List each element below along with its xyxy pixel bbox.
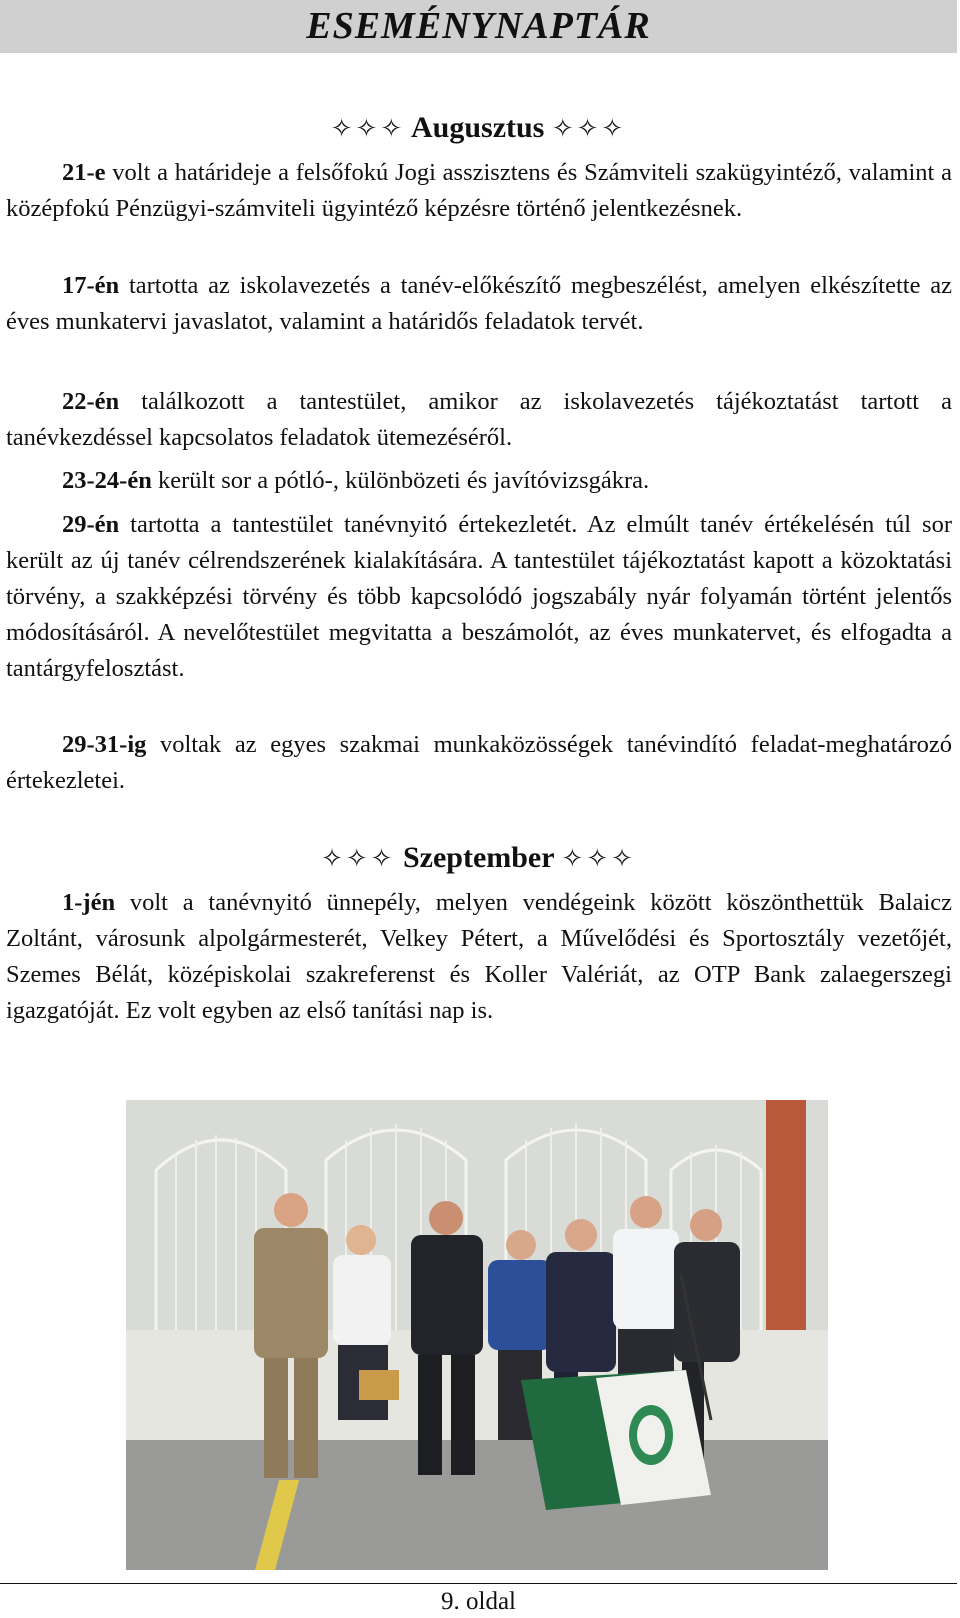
event-text: találkozott a tantestület, amikor az iskolavezetés tájékoztatást tartott a tanévkezdéssel kapcsolatos feladatok ütemezéséről. — [6, 388, 952, 451]
paragraph-aug-29-31 — [6, 727, 952, 799]
paragraph-aug-17 — [6, 268, 952, 340]
page-title: ESEMÉNYNAPTÁR — [306, 5, 651, 47]
paragraph-aug-21 — [6, 155, 952, 227]
diamond-ornament-icon: ✧✧✧ — [321, 844, 396, 873]
paragraph-aug-22 — [6, 384, 952, 456]
paragraph-aug-29 — [6, 507, 952, 687]
diamond-ornament-icon: ✧✧✧ — [330, 114, 406, 143]
event-date: 1-jén — [62, 889, 116, 916]
event-date: 29-én — [62, 511, 120, 538]
event-text: voltak az egyes szakmai munkaközösségek tanévindító feladat-meghatározó értekezletei. — [6, 731, 952, 794]
event-date: 29-31-ig — [62, 731, 147, 758]
event-text: tartotta a tantestület tanévnyitó értekezletét. Az elmúlt tanév értékelésén túl sor került az új tanév célrendszerének kialakítására. A tantestület tájékoztatást kapott a közoktatási törvény, a szakképzési törvény és több kapcsolódó jogszabály nyár folyamán történt jelentős módosításáról. A nevelőtestület megvitatta a beszámolót, az éves munkatervet, és elfogadta a tantárgyfelosztást. — [6, 511, 952, 682]
section-heading-august — [0, 110, 957, 147]
paragraph-aug-23-24 — [6, 463, 952, 499]
diamond-ornament-icon: ✧✧✧ — [561, 844, 636, 873]
event-date: 22-én — [62, 388, 120, 415]
diamond-ornament-icon: ✧✧✧ — [551, 114, 627, 143]
event-date: 17-én — [62, 272, 120, 299]
event-text: került sor a pótló-, különbözeti és javítóvizsgákra. — [151, 467, 650, 494]
event-date: 21-e — [62, 159, 106, 186]
section-heading-september — [0, 840, 957, 877]
paragraph-sep-1 — [6, 885, 952, 1029]
page-number: 9. oldal — [441, 1588, 516, 1615]
event-text: volt a tanévnyitó ünnepély, melyen vendégeink között köszönthettük Balaicz Zoltánt, városunk alpolgármesterét, Velkey Pétert, a Művelődési és Sportosztály vezetőjét, Szemes Bélát, középiskolai szakreferenst és Koller Valériát, az OTP Bank zalaegerszegi igazgatóját. Ez volt egyben az első tanítási nap is. — [6, 889, 952, 1024]
section-heading-label: Augusztus — [410, 111, 545, 144]
footer-divider — [0, 1583, 957, 1584]
event-text: volt a határideje a felsőfokú Jogi asszisztens és Számviteli szakügyintéző, valamint a középfokú Pénzügyi-számviteli ügyintéző képzésre történő jelentkezésnek. — [6, 159, 952, 222]
ceremony-photo — [126, 1100, 828, 1570]
section-heading-label: Szeptember — [402, 841, 555, 874]
event-text: tartotta az iskolavezetés a tanév-előkészítő megbeszélést, amelyen elkészítette az éves munkatervi javaslatot, valamint a határidős feladatok tervét. — [6, 272, 952, 335]
event-date: 23-24-én — [62, 467, 152, 494]
